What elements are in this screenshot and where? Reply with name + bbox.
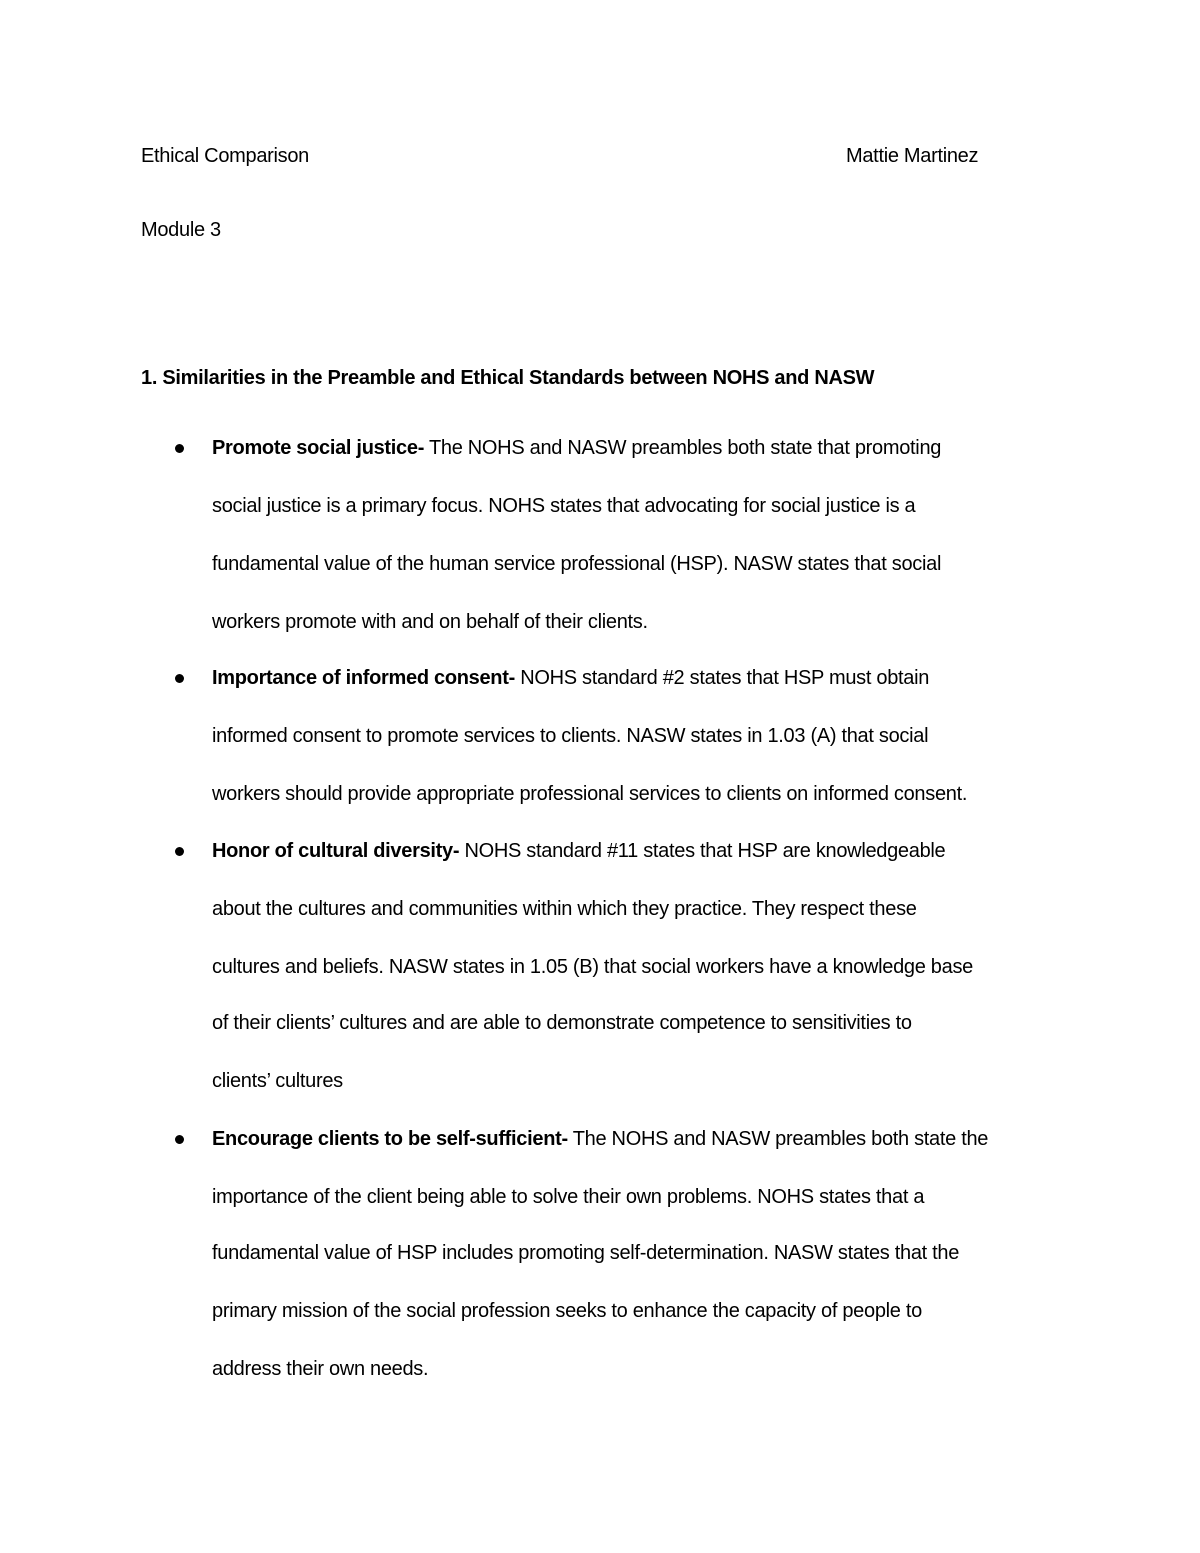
list-item-first-line bbox=[212, 436, 941, 460]
list-item-label: Importance of informed consent- bbox=[212, 667, 515, 689]
bullet-icon bbox=[175, 847, 184, 856]
list-item-first-line bbox=[212, 839, 945, 863]
list-item-text: clients’ cultures bbox=[212, 1070, 343, 1092]
bullet-icon bbox=[175, 674, 184, 683]
list-item-first-line bbox=[212, 666, 929, 690]
bullet-icon bbox=[175, 1135, 184, 1144]
list-item-text: of their clients’ cultures and are able to demonstrate competence to sensitivities to bbox=[212, 1012, 912, 1034]
list-item-text: address their own needs. bbox=[212, 1358, 429, 1380]
list-item-text: cultures and beliefs. NASW states in 1.05 (B) that social workers have a knowledge base bbox=[212, 956, 973, 978]
list-item-text: about the cultures and communities within which they practice. They respect these bbox=[212, 898, 917, 920]
section-heading: 1. Similarities in the Preamble and Ethical Standards between NOHS and NASW bbox=[141, 367, 875, 389]
list-item-text: primary mission of the social profession seeks to enhance the capacity of people to bbox=[212, 1300, 922, 1322]
list-item-text: NOHS standard #11 states that HSP are knowledgeable bbox=[459, 840, 946, 862]
list-item-text: NOHS standard #2 states that HSP must obtain bbox=[514, 667, 930, 689]
list-item-first-line bbox=[212, 1127, 988, 1151]
document-title: Ethical Comparison bbox=[141, 145, 310, 167]
list-item-label: Encourage clients to be self-sufficient- bbox=[212, 1128, 568, 1150]
list-item-text: importance of the client being able to solve their own problems. NOHS states that a bbox=[212, 1186, 925, 1208]
list-item-text: informed consent to promote services to clients. NASW states in 1.03 (A) that social bbox=[212, 725, 929, 747]
list-item-text: workers should provide appropriate professional services to clients on informed consent. bbox=[212, 783, 968, 805]
list-item-text: The NOHS and NASW preambles both state that promoting bbox=[424, 437, 942, 459]
module-label: Module 3 bbox=[141, 219, 221, 241]
list-item-text: The NOHS and NASW preambles both state the bbox=[567, 1128, 989, 1150]
author-name: Mattie Martinez bbox=[846, 145, 979, 167]
list-item-label: Promote social justice- bbox=[212, 437, 425, 459]
list-item-text: social justice is a primary focus. NOHS states that advocating for social justice is a bbox=[212, 495, 916, 517]
list-item-text: workers promote with and on behalf of their clients. bbox=[212, 611, 648, 633]
list-item-text: fundamental value of the human service professional (HSP). NASW states that social bbox=[212, 553, 942, 575]
bullet-icon bbox=[175, 444, 184, 453]
list-item-label: Honor of cultural diversity- bbox=[212, 840, 460, 862]
list-item-text: fundamental value of HSP includes promoting self-determination. NASW states that the bbox=[212, 1242, 960, 1264]
